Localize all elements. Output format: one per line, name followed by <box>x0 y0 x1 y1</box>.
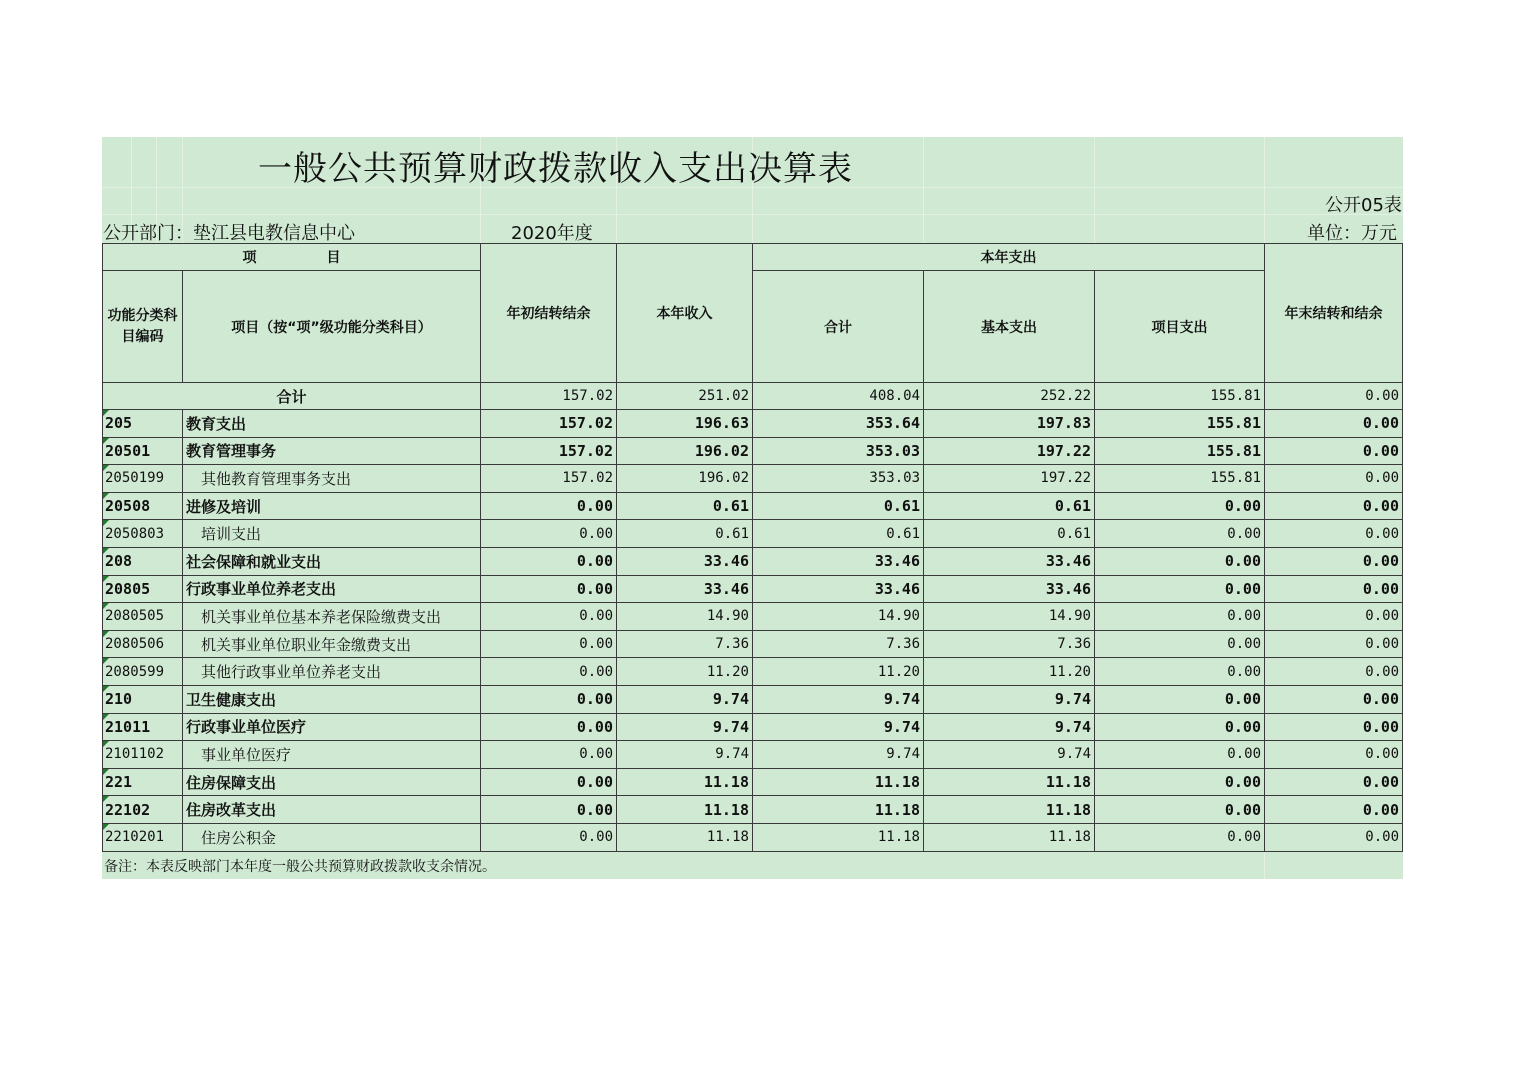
end-cell: 0.00 <box>1265 741 1403 769</box>
func-code-text: 2101102 <box>105 746 165 763</box>
table-row <box>103 520 1403 548</box>
table-row <box>103 547 1403 575</box>
total-cell: 11.18 <box>753 768 924 796</box>
income-cell: 196.02 <box>617 437 753 465</box>
begin-cell: 157.02 <box>481 410 617 438</box>
project-cell: 0.00 <box>1095 575 1265 603</box>
item-name-cell: 行政事业单位医疗 <box>183 713 481 741</box>
func-code-cell <box>103 492 183 520</box>
total-row <box>103 383 1403 410</box>
cell-marker-icon <box>103 493 109 499</box>
basic-cell: 9.74 <box>924 741 1095 769</box>
basic-cell: 9.74 <box>924 713 1095 741</box>
end-cell: 0.00 <box>1265 547 1403 575</box>
begin-cell: 0.00 <box>481 685 617 713</box>
func-code-cell <box>103 685 183 713</box>
project-cell: 0.00 <box>1095 741 1265 769</box>
basic-cell: 9.74 <box>924 685 1095 713</box>
total-cell: 353.03 <box>753 465 924 493</box>
func-code-cell <box>103 465 183 493</box>
table-row <box>103 741 1403 769</box>
basic-cell: 14.90 <box>924 603 1095 631</box>
basic-cell: 33.46 <box>924 575 1095 603</box>
project-header: 项目支出 <box>1095 271 1265 383</box>
table-number: 公开05表 <box>1325 195 1402 216</box>
cell-marker-icon <box>103 796 109 802</box>
project-cell: 0.00 <box>1095 547 1265 575</box>
begin-cell: 157.02 <box>481 465 617 493</box>
income-cell: 11.18 <box>617 823 753 851</box>
cell-marker-icon <box>103 548 109 554</box>
basic-cell: 0.61 <box>924 492 1095 520</box>
end-cell: 0.00 <box>1265 685 1403 713</box>
project-cell: 0.00 <box>1095 658 1265 686</box>
total-cell: 353.03 <box>753 437 924 465</box>
expense-group-header: 本年支出 <box>753 244 1265 271</box>
item-name-cell: 事业单位医疗 <box>183 741 481 769</box>
item-name-cell: 教育支出 <box>183 410 481 438</box>
func-code-text: 20508 <box>105 497 151 516</box>
item-name-cell: 机关事业单位基本养老保险缴费支出 <box>183 603 481 631</box>
func-code-text: 2210201 <box>105 829 165 846</box>
total-cell: 7.36 <box>753 630 924 658</box>
cell-marker-icon <box>103 631 109 637</box>
cell-marker-icon <box>103 576 109 582</box>
project-cell: 0.00 <box>1095 630 1265 658</box>
end-cell: 0.00 <box>1265 796 1403 824</box>
cell-marker-icon <box>103 686 109 692</box>
total-end: 0.00 <box>1265 383 1403 410</box>
basic-cell: 11.18 <box>924 768 1095 796</box>
income-cell: 196.63 <box>617 410 753 438</box>
func-code-cell <box>103 575 183 603</box>
cell-marker-icon <box>103 520 109 526</box>
func-code-text: 2050803 <box>105 525 165 542</box>
basic-cell: 197.22 <box>924 437 1095 465</box>
total-cell: 11.18 <box>753 823 924 851</box>
end-cell: 0.00 <box>1265 520 1403 548</box>
begin-cell: 0.00 <box>481 768 617 796</box>
project-cell: 0.00 <box>1095 768 1265 796</box>
begin-cell: 157.02 <box>481 437 617 465</box>
func-code-text: 2050199 <box>105 470 165 487</box>
table-row <box>103 492 1403 520</box>
total-cell: 14.90 <box>753 603 924 631</box>
total-cell: 9.74 <box>753 741 924 769</box>
total-cell: 33.46 <box>753 547 924 575</box>
table-row <box>103 630 1403 658</box>
cell-marker-icon <box>103 769 109 775</box>
end-cell: 0.00 <box>1265 603 1403 631</box>
basic-cell: 11.18 <box>924 823 1095 851</box>
total-begin: 157.02 <box>481 383 617 410</box>
income-cell: 11.18 <box>617 768 753 796</box>
total-cell: 33.46 <box>753 575 924 603</box>
income-header: 本年收入 <box>617 244 753 383</box>
project-cell: 155.81 <box>1095 410 1265 438</box>
total-header: 合计 <box>753 271 924 383</box>
total-cell: 9.74 <box>753 713 924 741</box>
basic-cell: 11.18 <box>924 796 1095 824</box>
unit-label: 单位：万元 <box>1307 223 1397 244</box>
income-cell: 33.46 <box>617 547 753 575</box>
total-cell: 11.20 <box>753 658 924 686</box>
end-cell: 0.00 <box>1265 575 1403 603</box>
func-code-cell <box>103 437 183 465</box>
item-name-cell: 社会保障和就业支出 <box>183 547 481 575</box>
func-code-text: 210 <box>105 690 133 709</box>
cell-marker-icon <box>103 714 109 720</box>
project-cell: 0.00 <box>1095 492 1265 520</box>
project-cell: 155.81 <box>1095 465 1265 493</box>
item-name-cell: 教育管理事务 <box>183 437 481 465</box>
cell-marker-icon <box>103 658 109 664</box>
income-cell: 7.36 <box>617 630 753 658</box>
total-basic: 252.22 <box>924 383 1095 410</box>
func-code-cell <box>103 741 183 769</box>
func-code-text: 221 <box>105 773 133 792</box>
table-row <box>103 658 1403 686</box>
basic-cell: 0.61 <box>924 520 1095 548</box>
func-code-cell <box>103 768 183 796</box>
begin-cell: 0.00 <box>481 658 617 686</box>
end-cell: 0.00 <box>1265 630 1403 658</box>
table-row <box>103 685 1403 713</box>
total-cell: 353.64 <box>753 410 924 438</box>
begin-cell: 0.00 <box>481 603 617 631</box>
table-row <box>103 603 1403 631</box>
func-code-cell <box>103 410 183 438</box>
func-code-header: 功能分类科目编码 <box>103 271 183 383</box>
end-cell: 0.00 <box>1265 823 1403 851</box>
table-row <box>103 823 1403 851</box>
budget-table <box>102 243 1403 852</box>
item-name-cell: 住房保障支出 <box>183 768 481 796</box>
income-cell: 33.46 <box>617 575 753 603</box>
income-cell: 11.20 <box>617 658 753 686</box>
end-cell: 0.00 <box>1265 465 1403 493</box>
end-cell: 0.00 <box>1265 410 1403 438</box>
table-row <box>103 713 1403 741</box>
func-code-cell <box>103 796 183 824</box>
basic-cell: 11.20 <box>924 658 1095 686</box>
project-cell: 155.81 <box>1095 437 1265 465</box>
end-cell: 0.00 <box>1265 492 1403 520</box>
func-code-cell <box>103 603 183 631</box>
income-cell: 9.74 <box>617 713 753 741</box>
begin-balance-header: 年初结转结余 <box>481 244 617 383</box>
cell-marker-icon <box>103 465 109 471</box>
income-cell: 14.90 <box>617 603 753 631</box>
project-cell: 0.00 <box>1095 520 1265 548</box>
begin-cell: 0.00 <box>481 547 617 575</box>
cell-marker-icon <box>103 603 109 609</box>
item-name-cell: 住房公积金 <box>183 823 481 851</box>
begin-cell: 0.00 <box>481 713 617 741</box>
total-total: 408.04 <box>753 383 924 410</box>
func-code-text: 208 <box>105 552 133 571</box>
total-income: 251.02 <box>617 383 753 410</box>
income-cell: 0.61 <box>617 520 753 548</box>
item-name-cell: 进修及培训 <box>183 492 481 520</box>
income-cell: 196.02 <box>617 465 753 493</box>
cell-marker-icon <box>103 741 109 747</box>
income-cell: 9.74 <box>617 741 753 769</box>
cell-marker-icon <box>103 410 109 416</box>
func-code-cell <box>103 713 183 741</box>
func-code-cell <box>103 547 183 575</box>
func-code-cell <box>103 658 183 686</box>
total-cell: 9.74 <box>753 685 924 713</box>
item-name-cell: 机关事业单位职业年金缴费支出 <box>183 630 481 658</box>
end-cell: 0.00 <box>1265 768 1403 796</box>
begin-cell: 0.00 <box>481 520 617 548</box>
func-code-text: 205 <box>105 414 133 433</box>
func-code-text: 21011 <box>105 717 151 736</box>
func-code-text: 2080505 <box>105 608 165 625</box>
table-row <box>103 410 1403 438</box>
item-name-cell: 行政事业单位养老支出 <box>183 575 481 603</box>
fiscal-year: 2020年度 <box>511 223 593 244</box>
begin-cell: 0.00 <box>481 741 617 769</box>
income-cell: 11.18 <box>617 796 753 824</box>
table-row <box>103 437 1403 465</box>
item-name-cell: 其他行政事业单位养老支出 <box>183 658 481 686</box>
func-code-text: 20501 <box>105 441 151 460</box>
project-cell: 0.00 <box>1095 823 1265 851</box>
total-cell: 0.61 <box>753 492 924 520</box>
income-cell: 0.61 <box>617 492 753 520</box>
begin-cell: 0.00 <box>481 796 617 824</box>
begin-cell: 0.00 <box>481 492 617 520</box>
item-name-cell: 卫生健康支出 <box>183 685 481 713</box>
total-row-label: 合计 <box>103 383 481 410</box>
cell-marker-icon <box>103 824 109 830</box>
end-cell: 0.00 <box>1265 658 1403 686</box>
table-row <box>103 465 1403 493</box>
func-code-text: 20805 <box>105 579 151 598</box>
func-code-cell <box>103 630 183 658</box>
department-label: 公开部门：垫江县电教信息中心 <box>103 223 355 244</box>
footnote: 备注：本表反映部门本年度一般公共预算财政拨款收支余情况。 <box>104 859 496 875</box>
begin-cell: 0.00 <box>481 630 617 658</box>
func-code-cell <box>103 520 183 548</box>
func-code-text: 2080506 <box>105 636 165 653</box>
func-code-cell <box>103 823 183 851</box>
basic-cell: 197.22 <box>924 465 1095 493</box>
basic-cell: 197.83 <box>924 410 1095 438</box>
basic-header: 基本支出 <box>924 271 1095 383</box>
total-cell: 0.61 <box>753 520 924 548</box>
func-code-text: 22102 <box>105 800 151 819</box>
project-cell: 0.00 <box>1095 685 1265 713</box>
income-cell: 9.74 <box>617 685 753 713</box>
table-row <box>103 575 1403 603</box>
end-cell: 0.00 <box>1265 437 1403 465</box>
basic-cell: 7.36 <box>924 630 1095 658</box>
item-name-cell: 其他教育管理事务支出 <box>183 465 481 493</box>
end-balance-header: 年末结转和结余 <box>1265 244 1403 383</box>
project-cell: 0.00 <box>1095 713 1265 741</box>
table-row <box>103 768 1403 796</box>
table-row <box>103 796 1403 824</box>
project-cell: 0.00 <box>1095 603 1265 631</box>
total-cell: 11.18 <box>753 796 924 824</box>
total-project: 155.81 <box>1095 383 1265 410</box>
end-cell: 0.00 <box>1265 713 1403 741</box>
basic-cell: 33.46 <box>924 547 1095 575</box>
report-title: 一般公共预算财政拨款收入支出决算表 <box>258 149 853 189</box>
cell-marker-icon <box>103 438 109 444</box>
item-name-cell: 培训支出 <box>183 520 481 548</box>
begin-cell: 0.00 <box>481 575 617 603</box>
item-name-header: 项目（按“项”级功能分类科目） <box>183 271 481 383</box>
item-name-cell: 住房改革支出 <box>183 796 481 824</box>
begin-cell: 0.00 <box>481 823 617 851</box>
item-group-header: 项 目 <box>103 244 481 271</box>
project-cell: 0.00 <box>1095 796 1265 824</box>
func-code-text: 2080599 <box>105 663 165 680</box>
